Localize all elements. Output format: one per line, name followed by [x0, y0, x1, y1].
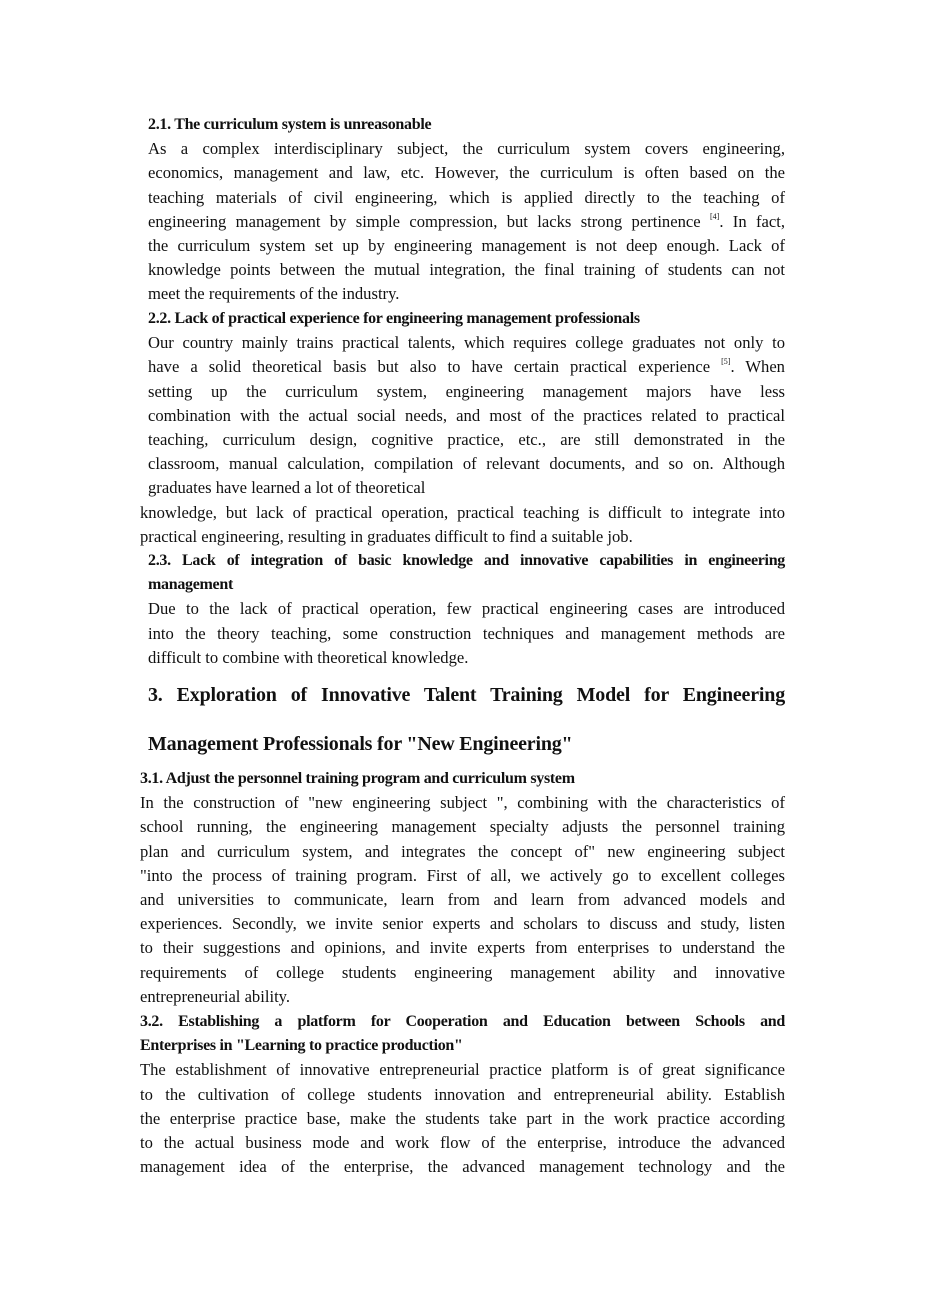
paragraph-line-group — [148, 597, 785, 670]
paragraph-line: engineering management by simple compression, but lacks strong pertinence [4]. In fact, — [148, 211, 785, 231]
section-heading: 2.2. Lack of practical experience for engineering management professionals — [148, 310, 640, 327]
section-2-3 — [148, 549, 785, 670]
section-3 — [148, 671, 785, 769]
paragraph-line-group — [148, 137, 785, 306]
paragraph-line: have a solid theoretical basis but also to have certain practical experience [5]. When — [148, 357, 785, 377]
section-3-1 — [140, 767, 785, 1009]
paragraph-line-group — [140, 791, 785, 1009]
paragraph-line-group — [148, 331, 785, 500]
paragraph-line: classroom, manual calculation, compilation of relevant documents, and so on. Although — [148, 454, 785, 474]
paragraph-line: meet the requirements of the industry. — [148, 284, 400, 304]
section-2-2 — [148, 307, 785, 501]
paragraph-line: into the theory teaching, some construction techniques and management methods are — [148, 623, 785, 643]
section-heading: Enterprises in "Learning to practice production" — [140, 1037, 463, 1055]
paragraph-line: to their suggestions and opinions, and invite experts from enterprises to understand the — [140, 938, 785, 958]
section-heading-group — [148, 307, 785, 331]
paragraph-line: combination with the actual social needs, and most of the practices related to practical — [148, 405, 785, 425]
chapter-heading: Management Professionals for "New Engineering" — [148, 733, 573, 755]
paragraph-line: knowledge, but lack of practical operation, practical teaching is difficult to integrate into — [140, 503, 785, 522]
section-2-2-continued — [140, 501, 785, 549]
paragraph-line: teaching materials of civil engineering, which is applied directly to the teaching of — [148, 187, 785, 207]
paragraph-line: plan and curriculum system, and integrates the concept of" new engineering subject — [140, 841, 785, 861]
paragraph-line: the curriculum system set up by engineering management is not deep enough. Lack of — [148, 235, 785, 255]
paragraph-line: and universities to communicate, learn from and learn from advanced models and — [140, 889, 785, 909]
paragraph-line: Due to the lack of practical operation, few practical engineering cases are introduced — [148, 599, 785, 619]
chapter-heading-group — [148, 671, 785, 769]
paragraph-line: to the actual business mode and work flow of the enterprise, introduce the advanced — [140, 1132, 785, 1152]
paragraph-line: practical engineering, resulting in graduates difficult to find a suitable job. — [140, 527, 633, 547]
paragraph-line: graduates have learned a lot of theoretical — [148, 478, 426, 498]
paragraph-line: experiences. Secondly, we invite senior experts and scholars to discuss and study, listen — [140, 914, 785, 934]
section-heading: 3.2. Establishing a platform for Cooperation and Education between Schools and — [140, 1013, 785, 1030]
paragraph-line-group — [140, 501, 785, 549]
section-heading: 2.1. The curriculum system is unreasonable — [148, 116, 432, 133]
section-2-1 — [148, 113, 785, 307]
section-heading-group — [148, 113, 785, 137]
section-heading-group — [140, 767, 785, 791]
citation-marker: [4] — [709, 211, 720, 221]
paragraph-line-group — [140, 1058, 785, 1179]
paragraph-line: school running, the engineering management specialty adjusts the personnel training — [140, 817, 785, 837]
citation-marker: [5] — [721, 357, 731, 367]
paragraph-line: entrepreneurial ability. — [140, 986, 291, 1006]
paragraph-line: knowledge points between the mutual integration, the final training of students can not — [148, 260, 785, 280]
section-heading-group — [140, 1010, 785, 1058]
section-heading: 3.1. Adjust the personnel training program and curriculum system — [140, 770, 575, 787]
paragraph-line: requirements of college students engineering management ability and innovative — [140, 962, 785, 982]
paragraph-line: The establishment of innovative entrepreneurial practice platform is of great significance — [140, 1060, 785, 1080]
paragraph-line: the enterprise practice base, make the students take part in the work practice according — [140, 1108, 785, 1128]
section-heading: 2.3. Lack of integration of basic knowledge and innovative capabilities in engineering — [148, 552, 785, 569]
section-heading-group — [148, 549, 785, 597]
section-3-2 — [140, 1010, 785, 1179]
paragraph-line: to the cultivation of college students innovation and entrepreneurial ability. Establish — [140, 1084, 785, 1104]
chapter-heading: 3. Exploration of Innovative Talent Training Model for Engineering — [148, 684, 785, 706]
paragraph-line: economics, management and law, etc. However, the curriculum is often based on the — [148, 163, 785, 183]
paragraph-line: management idea of the enterprise, the advanced management technology and the — [140, 1157, 785, 1177]
paragraph-line: As a complex interdisciplinary subject, the curriculum system covers engineering, — [148, 139, 785, 159]
paragraph-line: setting up the curriculum system, engineering management majors have less — [148, 381, 785, 401]
paragraph-line: Our country mainly trains practical talents, which requires college graduates not only to — [148, 333, 785, 353]
paragraph-line: "into the process of training program. First of all, we actively go to excellent colleges — [140, 865, 785, 885]
section-heading: management — [148, 576, 233, 594]
paragraph-line: In the construction of "new engineering subject ", combining with the characteristics of — [140, 793, 785, 813]
paragraph-line: difficult to combine with theoretical knowledge. — [148, 647, 469, 667]
paragraph-line: teaching, curriculum design, cognitive practice, etc., are still demonstrated in the — [148, 429, 785, 449]
